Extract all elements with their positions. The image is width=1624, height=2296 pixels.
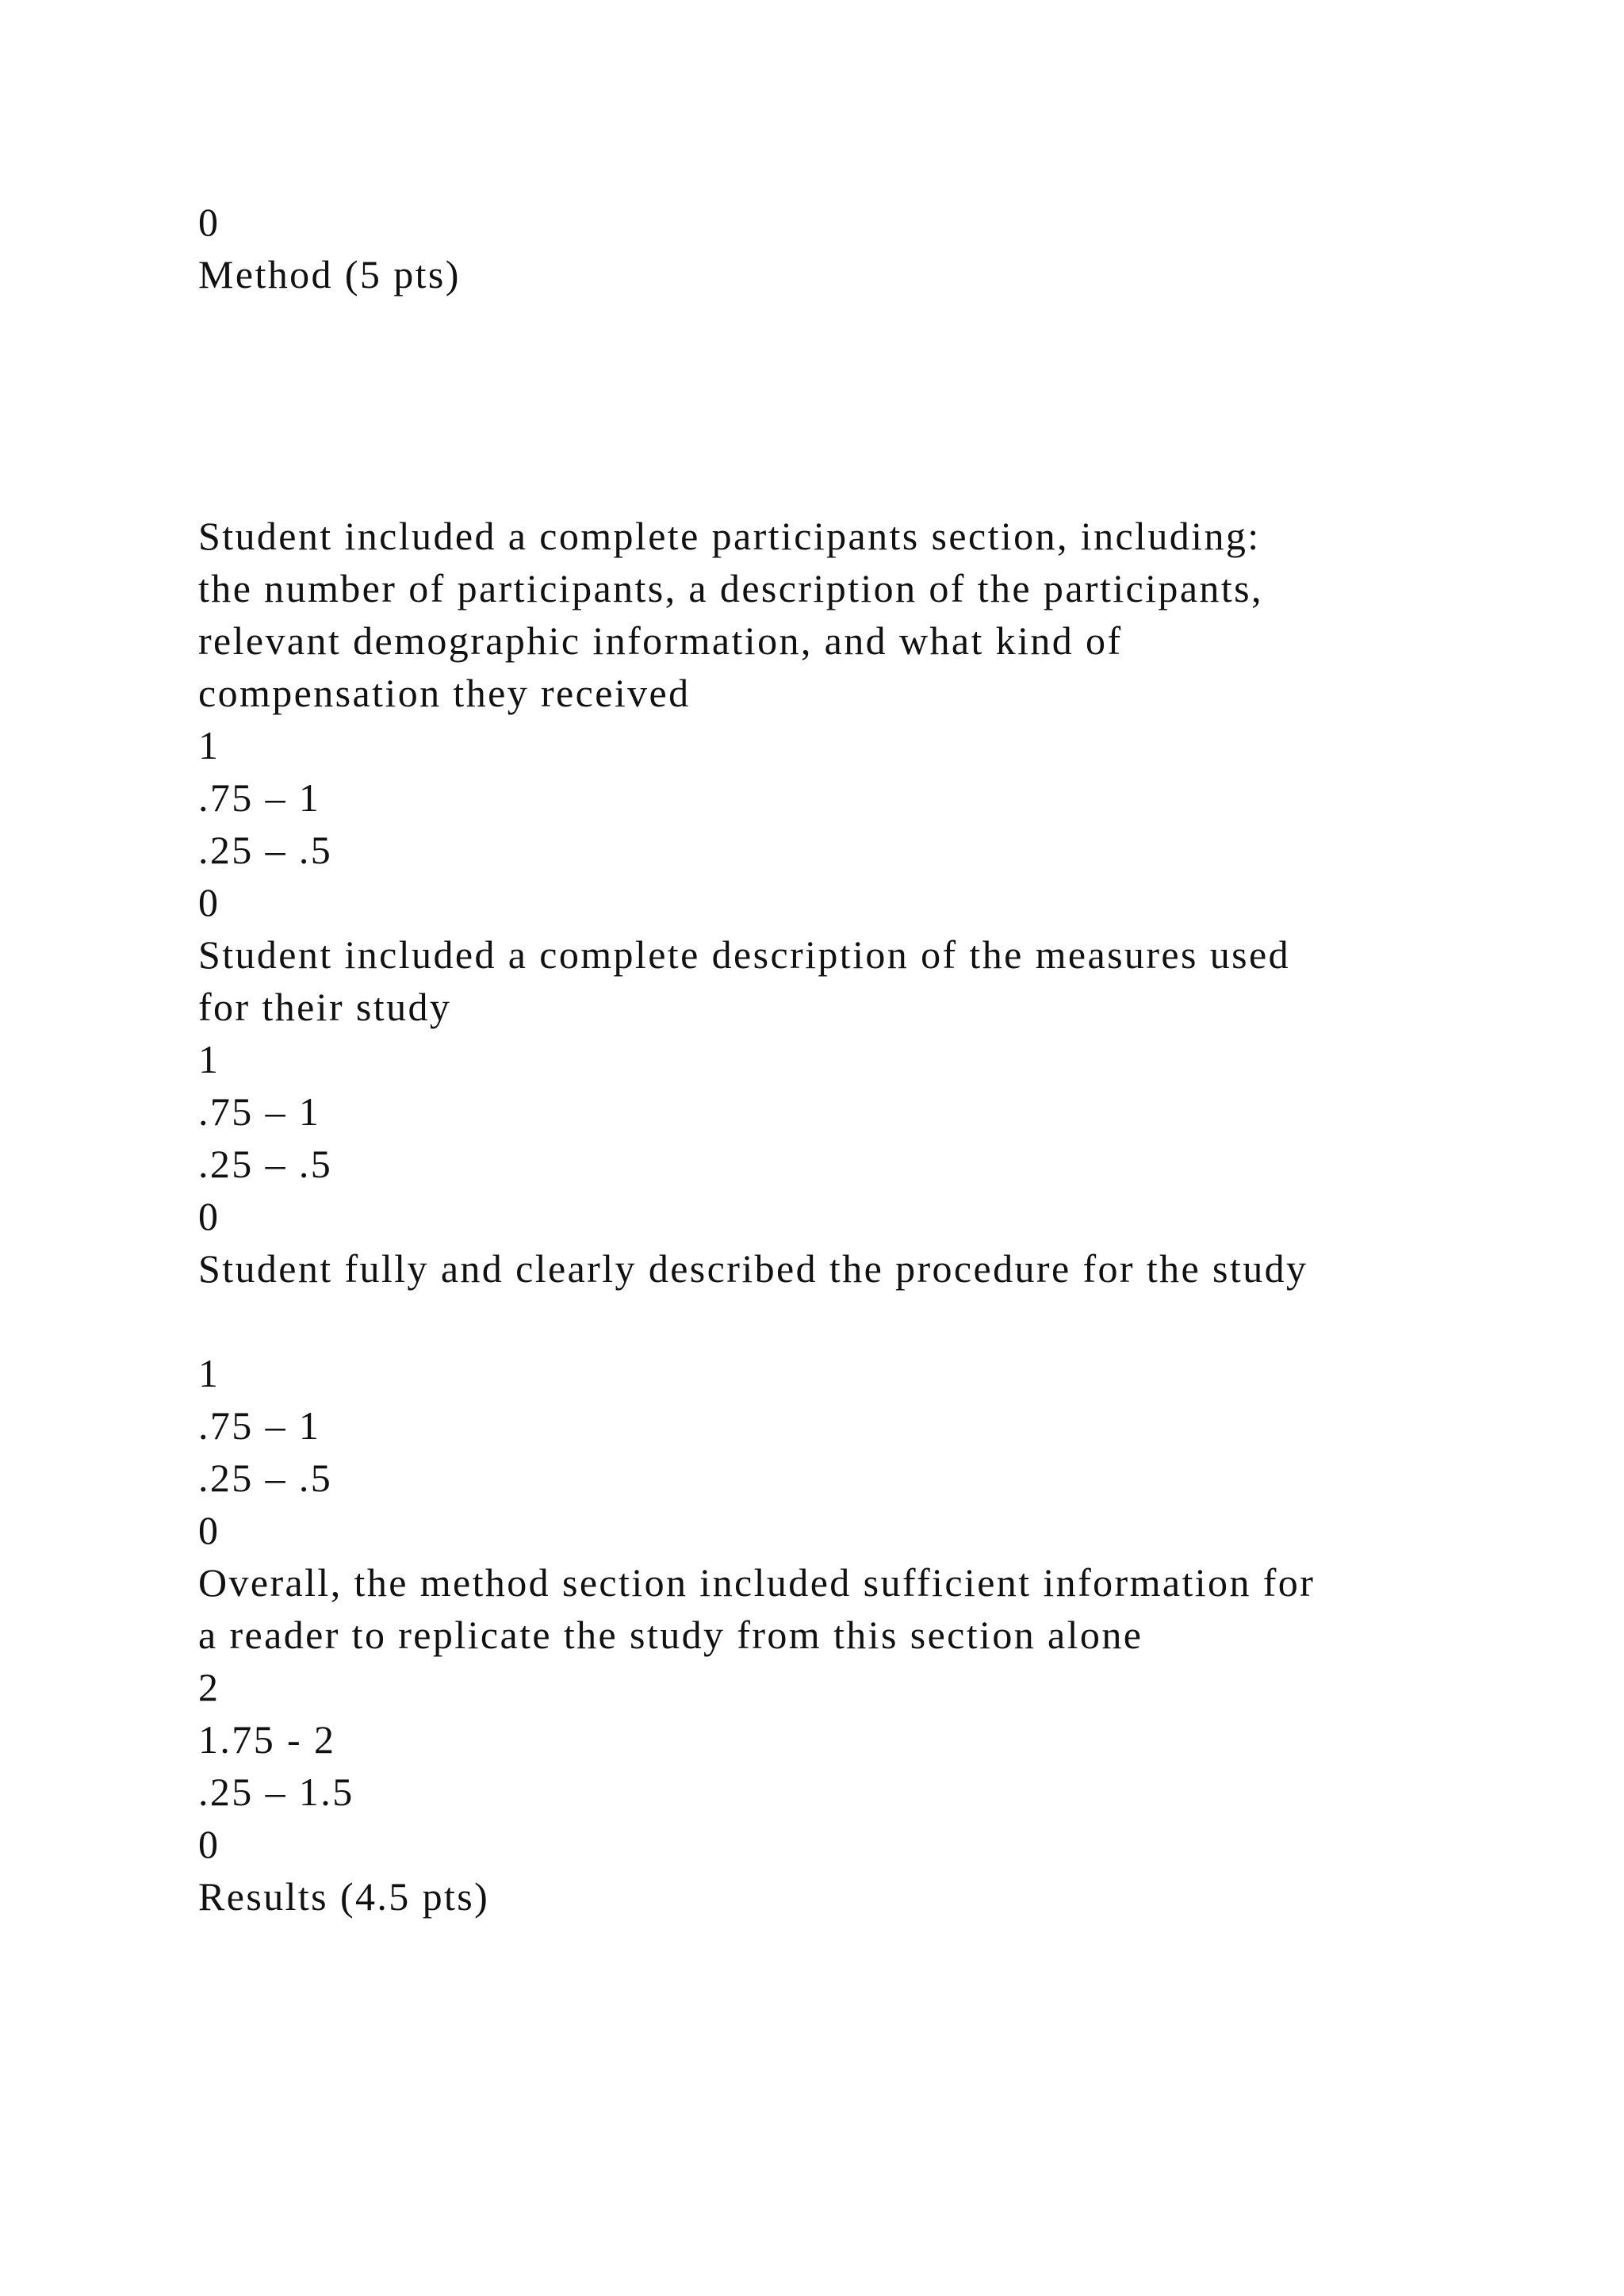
score-level: 0 [198, 1508, 220, 1552]
score-level: 0 [198, 1194, 220, 1238]
criterion-participants [198, 510, 1467, 928]
results-heading: Results (4.5 pts) [198, 1874, 490, 1919]
score-level: 1.75 - 2 [198, 1717, 336, 1762]
criterion-text-line: Student included a complete participants section, including: [198, 514, 1261, 558]
blank-line [198, 1295, 1467, 1347]
score-level: .25 – .5 [198, 828, 333, 872]
blank-space [198, 300, 1467, 510]
criterion-text-line: Student included a complete description of the measures used [198, 932, 1290, 977]
criterion-text-line: relevant demographic information, and what kind of [198, 618, 1123, 663]
score-level: 1 [198, 723, 220, 767]
criterion-text-line: a reader to replicate the study from this section alone [198, 1613, 1143, 1657]
criterion-procedure [198, 1242, 1467, 1556]
criterion-text-line: Overall, the method section included sufficient information for [198, 1560, 1316, 1605]
criterion-text-line: Student fully and clearly described the procedure for the study [198, 1246, 1308, 1291]
score-level: .25 – 1.5 [198, 1770, 354, 1814]
score-level: .25 – .5 [198, 1142, 333, 1186]
criterion-measures [198, 928, 1467, 1242]
score-level: 2 [198, 1665, 220, 1709]
score-level: 1 [198, 1351, 220, 1395]
score-level: 1 [198, 1037, 220, 1081]
score-level: .75 – 1 [198, 1089, 321, 1134]
leading-score: 0 [198, 200, 220, 244]
method-heading: Method (5 pts) [198, 252, 461, 297]
criterion-text-line: for their study [198, 985, 452, 1029]
score-level: 0 [198, 1822, 220, 1866]
score-level: .25 – .5 [198, 1456, 333, 1500]
score-level: .75 – 1 [198, 1403, 321, 1448]
rubric-text [198, 196, 1467, 1923]
criterion-overall [198, 1556, 1467, 1870]
criterion-text-line: compensation they received [198, 671, 691, 715]
criterion-text-line: the number of participants, a description of the participants, [198, 566, 1263, 610]
score-level: 0 [198, 880, 220, 924]
score-level: .75 – 1 [198, 775, 321, 820]
